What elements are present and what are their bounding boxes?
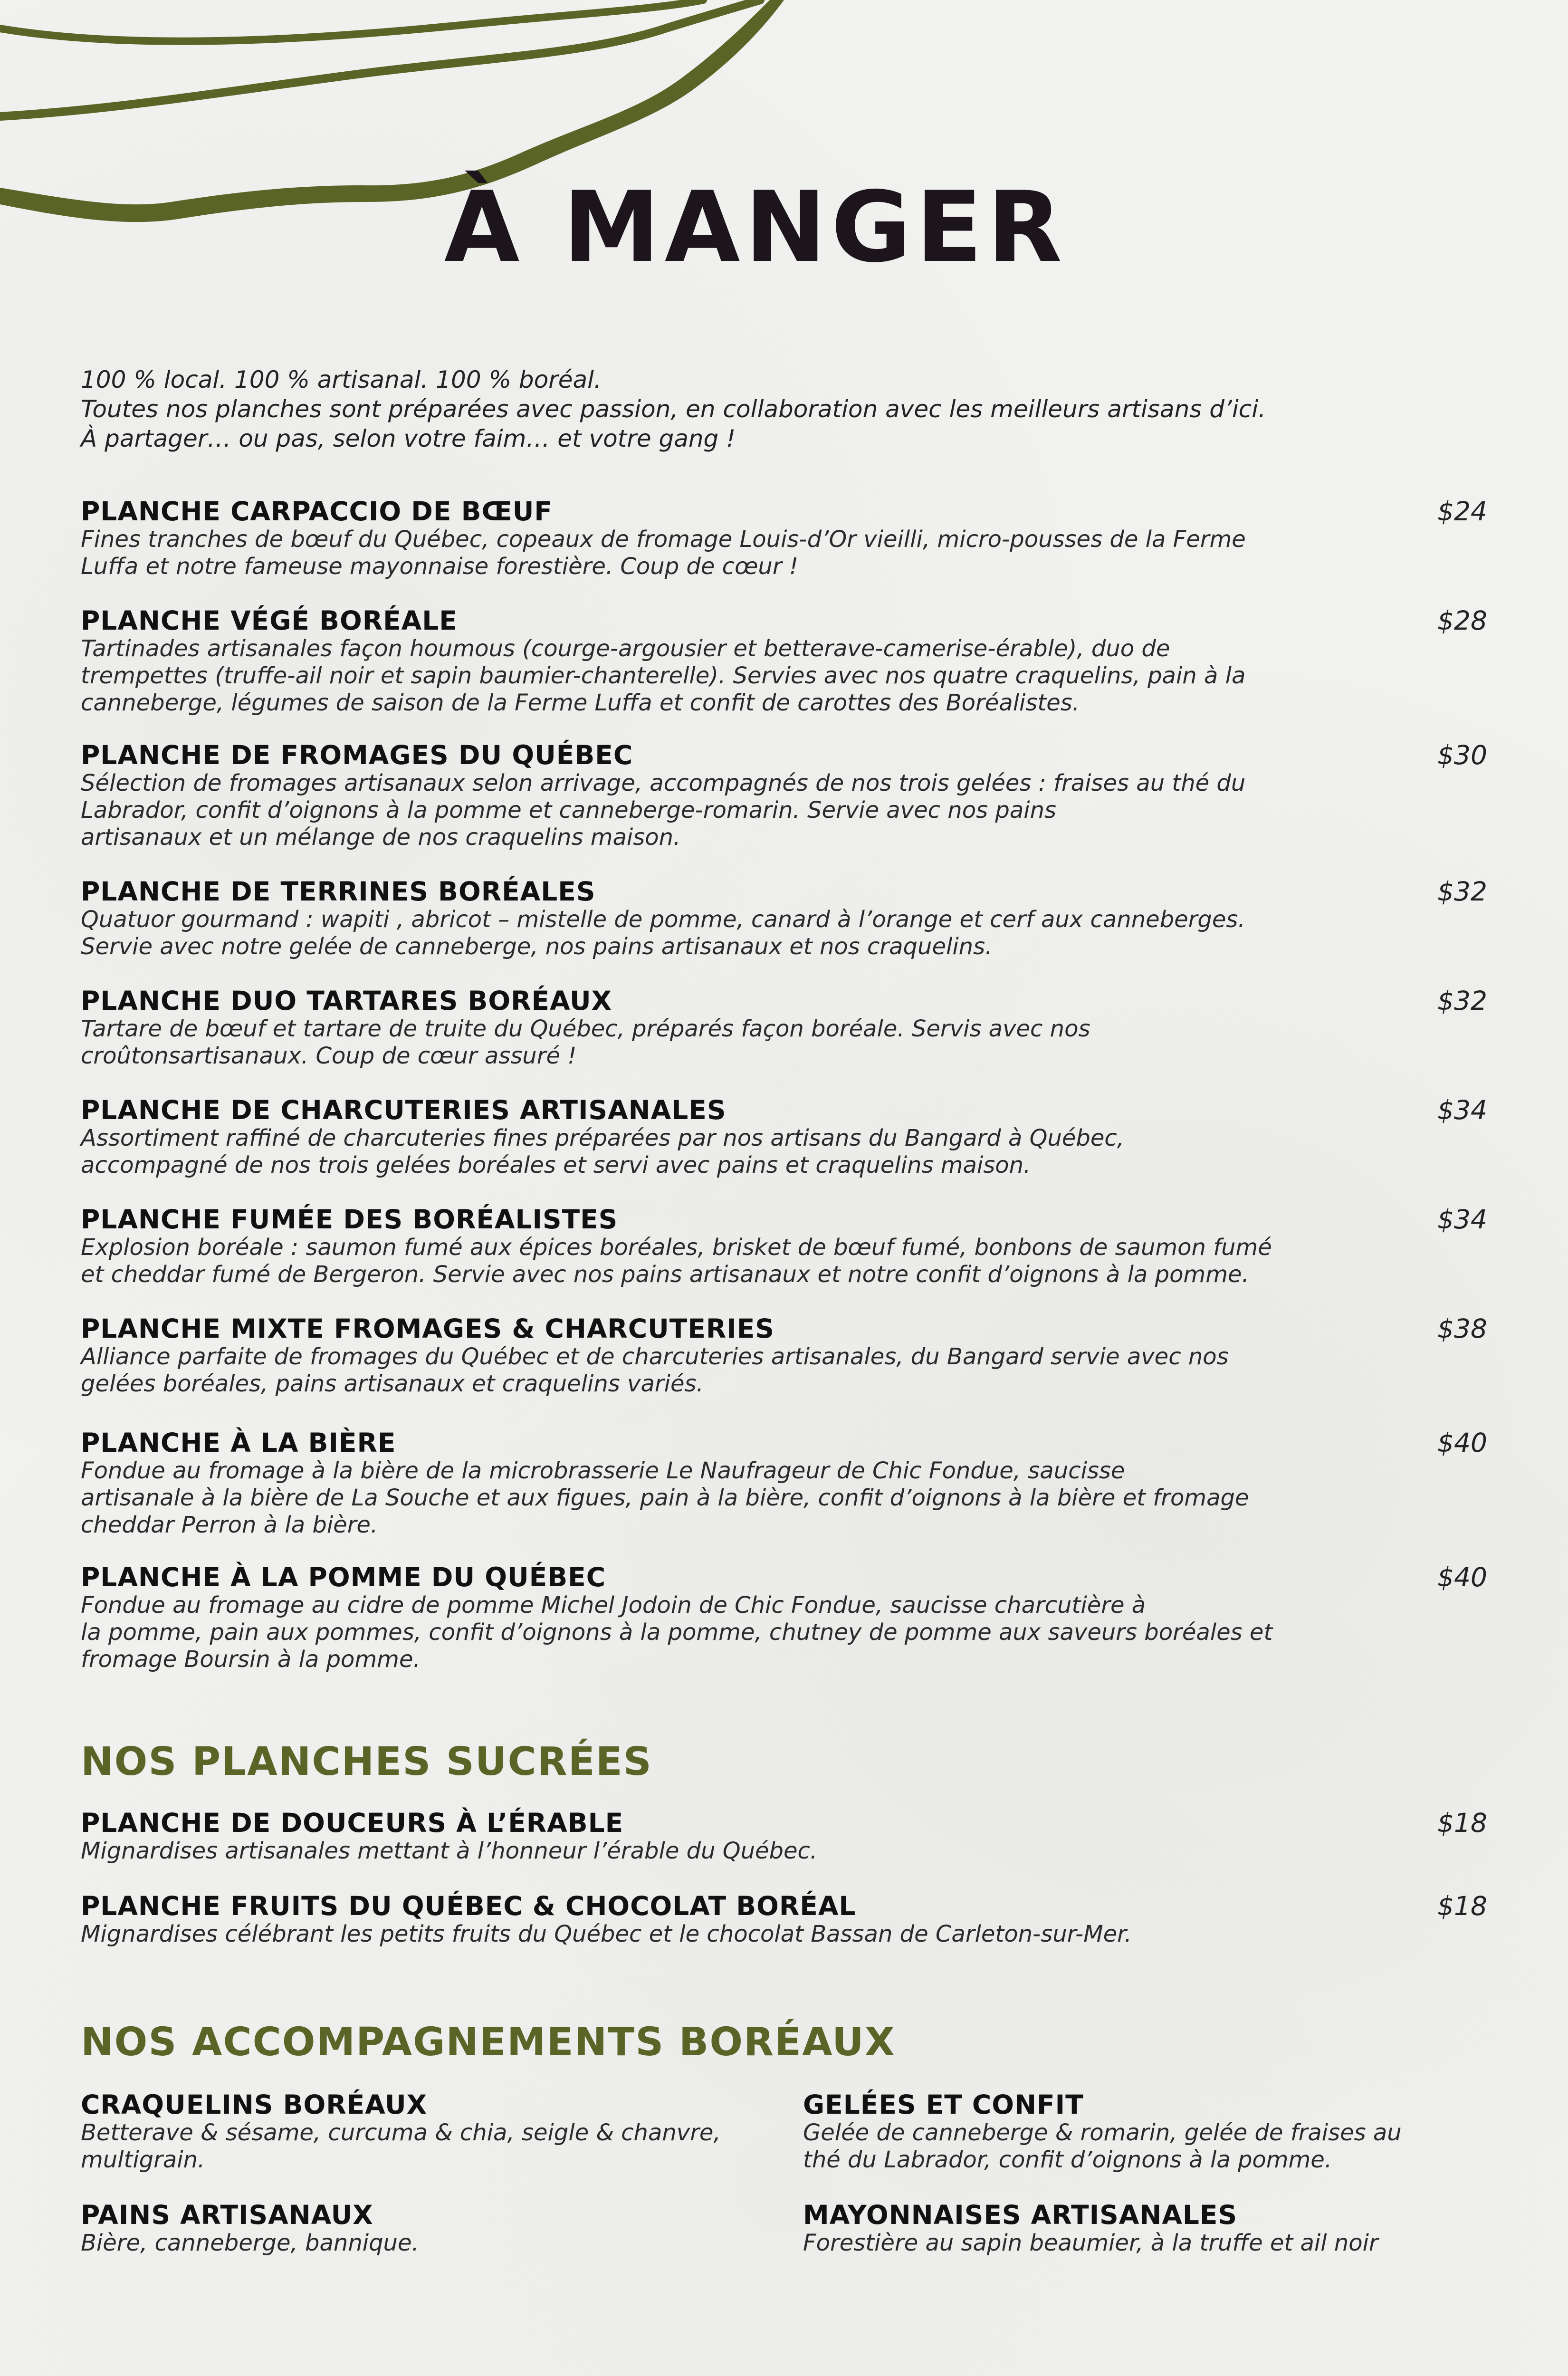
side-item [81,2200,746,2257]
item-description [81,1343,1364,1398]
description-line: thé du Labrador, confit d’oignons à la pomme. [803,2146,1332,2173]
description-line: Bière, canneberge, bannique. [81,2230,419,2256]
item-price: $34 [1437,1204,1487,1235]
menu-item [81,1205,1487,1288]
item-description [81,526,1364,580]
side-item [803,2090,1468,2174]
item-description [81,1838,1364,1865]
side-item [803,2200,1468,2257]
item-description [81,1234,1364,1288]
item-description [81,1921,1364,1948]
item-name: PLANCHE À LA POMME DU QUÉBEC [81,1562,606,1592]
description-line: Tartinades artisanales façon houmous (courge-argousier et betterave-camerise-érable), duo de [81,635,1170,662]
item-price: $40 [1437,1562,1487,1592]
item-description [81,906,1364,960]
description-line: Mignardises célébrant les petits fruits du Québec et le chocolat Bassan de Carleton-sur-Mer. [81,1921,1132,1947]
item-price: $40 [1437,1428,1487,1458]
section-title-sucrees: NOS PLANCHES SUCRÉES [81,1739,652,1784]
description-line: trempettes (truffe-ail noir et sapin baumier-chanterelle). Servies avec nos quatre craquelins, pain à la [81,662,1246,689]
item-name: PLANCHE DE DOUCEURS À L’ÉRABLE [81,1808,624,1838]
menu-item [81,606,1487,717]
description-line: gelées boréales, pains artisanaux et craquelins variés. [81,1370,704,1397]
item-description [803,2119,1468,2174]
description-line: Assortiment raffiné de charcuteries fines préparées par nos artisans du Bangard à Québec, [81,1125,1125,1151]
item-description [81,1457,1364,1539]
description-line: Gelée de canneberge & romarin, gelée de fraises au [803,2119,1402,2146]
item-price: $18 [1437,1891,1487,1921]
intro-line: Toutes nos planches sont préparées avec passion, en collaboration avec les meilleurs artisans d’ici. [81,395,1266,423]
item-price: $32 [1437,986,1487,1016]
item-name: GELÉES ET CONFIT [803,2089,1084,2120]
item-price: $32 [1437,876,1487,907]
description-line: Alliance parfaite de fromages du Québec et de charcuteries artisanales, du Bangard servie avec nos [81,1343,1229,1370]
description-line: Luffa et notre fameuse mayonnaise forestière. Coup de cœur ! [81,553,799,580]
item-name: PLANCHE FRUITS DU QUÉBEC & CHOCOLAT BORÉAL [81,1891,856,1921]
intro-line: À partager… ou pas, selon votre faim… et votre gang ! [81,425,736,452]
item-price: $24 [1437,496,1487,527]
item-description [81,1125,1364,1179]
description-line: accompagné de nos trois gelées boréales et servi avec pains et craquelins maison. [81,1152,1031,1178]
description-line: la pomme, pain aux pommes, confit d’oignons à la pomme, chutney de pomme aux saveurs boréales et [81,1619,1273,1646]
menu-item [81,1095,1487,1179]
description-line: fromage Boursin à la pomme. [81,1646,421,1673]
description-line: Fondue au fromage au cidre de pomme Michel Jodoin de Chic Fondue, saucisse charcutière à [81,1592,1146,1619]
section-title-accompagnements: NOS ACCOMPAGNEMENTS BORÉAUX [81,2020,896,2065]
description-line: Betterave & sésame, curcuma & chia, seigle & chanvre, [81,2119,721,2146]
side-item [81,2090,746,2174]
menu-item [81,740,1487,851]
item-description [81,2119,746,2174]
item-name: PLANCHE DUO TARTARES BORÉAUX [81,986,612,1016]
description-line: multigrain. [81,2146,205,2173]
description-line: Labrador, confit d’oignons à la pomme et canneberge-romarin. Servie avec nos pains [81,797,1057,824]
item-price: $34 [1437,1095,1487,1125]
description-line: canneberge, légumes de saison de la Ferme Luffa et confit de carottes des Boréalistes. [81,690,1080,716]
intro-line: 100 % local. 100 % artisanal. 100 % boréal. [81,366,602,393]
menu-item [81,1562,1487,1673]
menu-item [81,1428,1487,1539]
menu-item [81,1808,1487,1865]
item-description [81,1016,1364,1070]
item-name: PLANCHE FUMÉE DES BORÉALISTES [81,1204,618,1235]
item-description [803,2230,1468,2257]
description-line: Servie avec notre gelée de canneberge, nos pains artisanaux et nos craquelins. [81,933,993,960]
menu-item [81,497,1487,580]
description-line: artisanaux et un mélange de nos craquelins maison. [81,824,681,851]
description-line: cheddar Perron à la bière. [81,1512,378,1538]
description-line: et cheddar fumé de Bergeron. Servie avec nos pains artisanaux et notre confit d’oignons à la pomme. [81,1261,1249,1288]
page-title: À MANGER [444,171,1067,284]
description-line: Fondue au fromage à la bière de la microbrasserie Le Naufrageur de Chic Fondue, saucisse [81,1457,1125,1484]
item-name: PLANCHE DE CHARCUTERIES ARTISANALES [81,1095,727,1125]
item-price: $28 [1437,605,1487,636]
description-line: Quatuor gourmand : wapiti , abricot – mistelle de pomme, canard à l’orange et cerf aux canneberges. [81,906,1245,933]
item-price: $30 [1437,740,1487,770]
item-description [81,1592,1364,1673]
item-name: PAINS ARTISANAUX [81,2200,373,2230]
item-name: PLANCHE DE FROMAGES DU QUÉBEC [81,740,633,770]
description-line: Tartare de bœuf et tartare de truite du Québec, préparés façon boréale. Servis avec nos [81,1016,1090,1042]
description-line: Sélection de fromages artisanaux selon arrivage, accompagnés de nos trois gelées : fraises au thé du [81,770,1246,796]
description-line: Forestière au sapin beaumier, à la truffe et ail noir [803,2230,1378,2256]
item-name: PLANCHE CARPACCIO DE BŒUF [81,496,553,527]
menu-item [81,986,1487,1070]
item-name: MAYONNAISES ARTISANALES [803,2200,1238,2230]
description-line: Explosion boréale : saumon fumé aux épices boréales, brisket de bœuf fumé, bonbons de saumon fumé [81,1234,1272,1261]
item-description [81,635,1364,717]
intro-text [81,365,1459,453]
item-name: PLANCHE DE TERRINES BORÉALES [81,876,596,907]
menu-item [81,877,1487,960]
item-price: $38 [1437,1313,1487,1344]
item-description [81,2230,746,2257]
menu-item [81,1314,1487,1398]
item-name: PLANCHE À LA BIÈRE [81,1428,396,1458]
description-line: croûtonsartisanaux. Coup de cœur assuré ! [81,1043,577,1069]
item-name: PLANCHE VÉGÉ BORÉALE [81,605,458,636]
item-price: $18 [1437,1808,1487,1838]
description-line: Mignardises artisanales mettant à l’honneur l’érable du Québec. [81,1838,818,1864]
item-name: PLANCHE MIXTE FROMAGES & CHARCUTERIES [81,1313,774,1344]
menu-item [81,1891,1487,1948]
description-line: artisanale à la bière de La Souche et aux figues, pain à la bière, confit d’oignons à la bière et fromage [81,1485,1249,1511]
item-description [81,770,1364,851]
item-name: CRAQUELINS BORÉAUX [81,2089,428,2120]
description-line: Fines tranches de bœuf du Québec, copeaux de fromage Louis-d’Or vieilli, micro-pousses de la Ferme [81,526,1246,553]
